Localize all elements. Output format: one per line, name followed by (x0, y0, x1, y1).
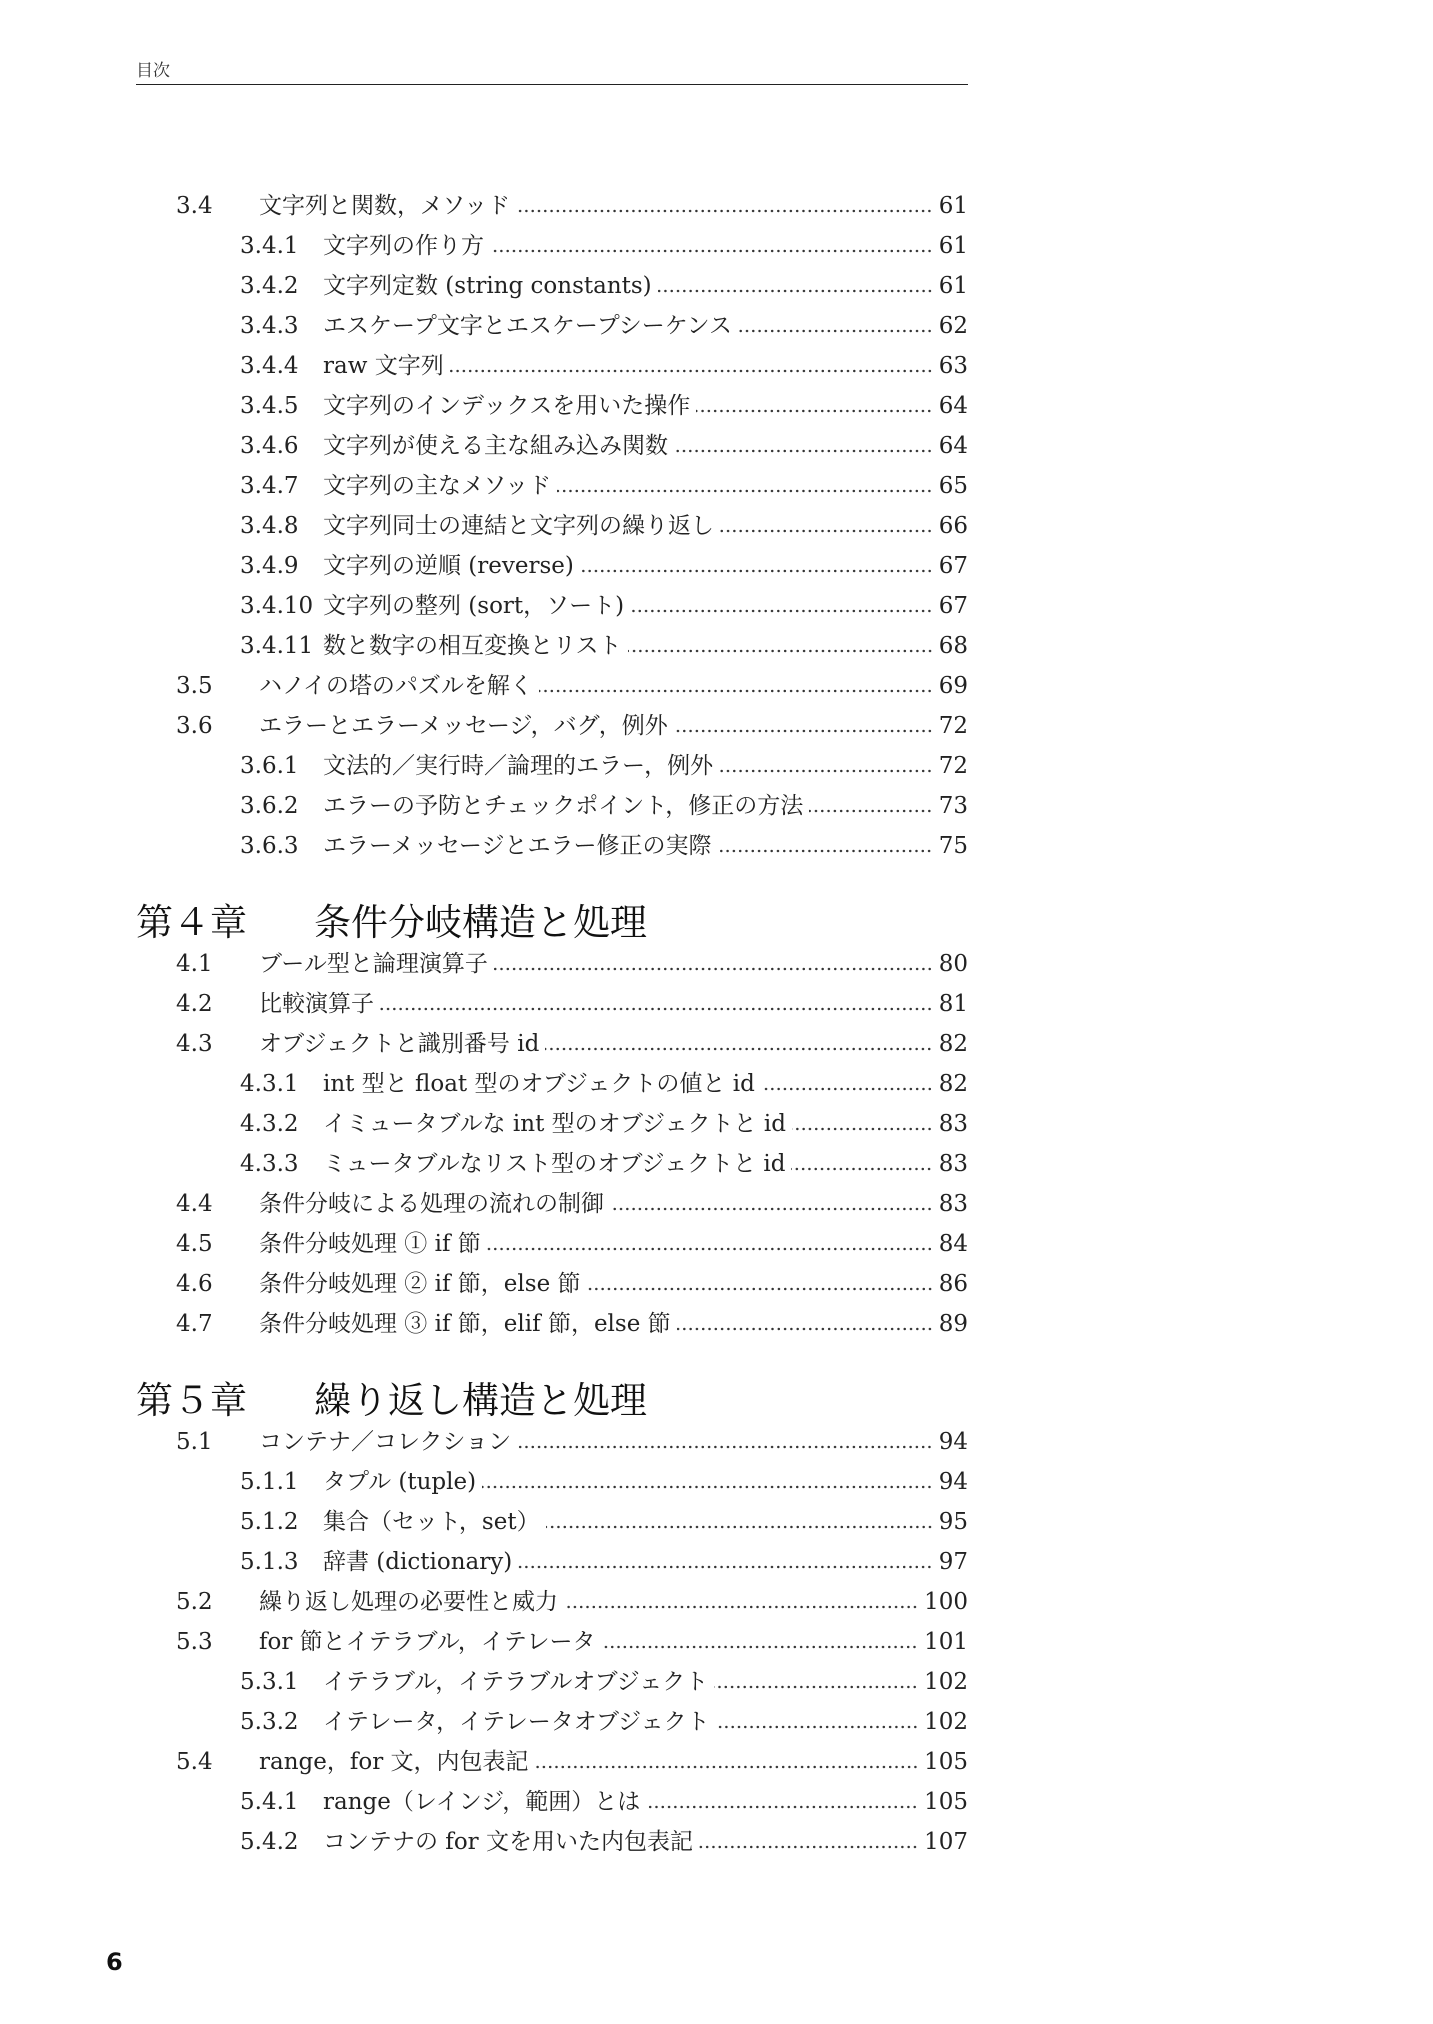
dot-leader (482, 1484, 933, 1490)
entry-page-number: 97 (938, 1549, 968, 1575)
entry-title: 文字列の逆順 (reverse) (323, 553, 574, 579)
toc-subsection-entry (136, 626, 968, 666)
entry-page-number: 73 (938, 793, 968, 819)
entry-number: 3.6.1 (240, 753, 299, 779)
toc-section-entry (136, 944, 968, 984)
entry-title: 集合（セット，set） (323, 1509, 540, 1535)
toc-subsection-entry (136, 1702, 968, 1742)
entry-title: コンテナ／コレクション (259, 1429, 512, 1455)
entry-number: 3.4.8 (240, 513, 299, 539)
entry-number: 5.4 (176, 1749, 213, 1775)
entry-number: 5.1 (176, 1429, 213, 1455)
toc-subsection-entry (136, 826, 968, 866)
entry-number: 5.4.1 (240, 1789, 299, 1815)
entry-page-number: 101 (924, 1629, 968, 1655)
entry-page-number: 107 (924, 1829, 968, 1855)
entry-page-number: 62 (938, 313, 968, 339)
entry-title: イテレータ，イテレータオブジェクト (323, 1709, 710, 1735)
toc-subsection-entry (136, 266, 968, 306)
dot-leader (601, 1644, 918, 1650)
entry-number: 3.4.7 (240, 473, 299, 499)
entry-number: 4.2 (176, 991, 213, 1017)
dot-leader (610, 1206, 933, 1212)
dot-leader (628, 648, 933, 654)
toc-subsection-entry (136, 1662, 968, 1702)
entry-title: イミュータブルな int 型のオブジェクトと id (323, 1111, 786, 1137)
dot-leader (487, 1246, 933, 1252)
entry-title: タプル (tuple) (323, 1469, 477, 1495)
toc-section-entry (136, 186, 968, 226)
entry-page-number: 61 (938, 233, 968, 259)
entry-title: オブジェクトと識別番号 id (259, 1031, 540, 1057)
toc-subsection-entry (136, 746, 968, 786)
dot-leader (380, 1006, 933, 1012)
entry-title: 数と数字の相互変換とリスト (323, 633, 622, 659)
entry-number: 3.4.1 (240, 233, 299, 259)
dot-leader (516, 208, 933, 214)
toc-section-entry (136, 1024, 968, 1064)
entry-page-number: 95 (938, 1509, 968, 1535)
entry-title: for 節とイテラブル，イテレータ (259, 1629, 596, 1655)
dot-leader (557, 488, 933, 494)
entry-page-number: 84 (938, 1231, 968, 1257)
dot-leader (490, 248, 933, 254)
dot-leader (518, 1564, 933, 1570)
chapter-label: 第５章 (136, 1379, 247, 1422)
entry-title: 条件分岐処理 ② if 節，else 節 (259, 1271, 581, 1297)
entry-page-number: 61 (938, 193, 968, 219)
entry-title: 文字列定数 (string constants) (323, 273, 652, 299)
page-number: 6 (106, 1948, 123, 1976)
entry-number: 3.4.5 (240, 393, 299, 419)
toc-subsection-entry (136, 306, 968, 346)
header-rule (136, 84, 968, 85)
entry-title: raw 文字列 (323, 353, 444, 379)
dot-leader (696, 408, 932, 414)
chapter-title: 条件分岐構造と処理 (314, 901, 647, 944)
entry-page-number: 102 (924, 1709, 968, 1735)
entry-title: ハノイの塔のパズルを解く (259, 673, 533, 699)
dot-leader (717, 848, 932, 854)
chapter-heading (136, 1372, 968, 1422)
dot-leader (564, 1604, 918, 1610)
entry-number: 4.4 (176, 1191, 213, 1217)
entry-title: range，for 文，内包表記 (259, 1749, 529, 1775)
entry-page-number: 94 (938, 1429, 968, 1455)
entry-number: 3.4.6 (240, 433, 299, 459)
toc-subsection-entry (136, 1462, 968, 1502)
entry-number: 3.4 (176, 193, 213, 219)
dot-leader (646, 1804, 918, 1810)
entry-number: 5.1.2 (240, 1509, 299, 1535)
entry-title: イテラブル，イテラブルオブジェクト (323, 1669, 709, 1695)
entry-page-number: 81 (938, 991, 968, 1017)
toc-subsection-entry (136, 426, 968, 466)
entry-number: 3.4.9 (240, 553, 299, 579)
entry-number: 5.3 (176, 1629, 213, 1655)
entry-page-number: 89 (938, 1311, 968, 1337)
dot-leader (539, 688, 933, 694)
entry-title: 辞書 (dictionary) (323, 1549, 513, 1575)
entry-number: 3.6 (176, 713, 213, 739)
toc-section-entry (136, 1582, 968, 1622)
running-head: 目次 (136, 61, 170, 81)
dot-leader (791, 1166, 932, 1172)
entry-title: 文字列が使える主な組み込み関数 (323, 433, 668, 459)
entry-title: エラーの予防とチェックポイント，修正の方法 (323, 793, 804, 819)
entry-page-number: 82 (938, 1031, 968, 1057)
dot-leader (545, 1046, 932, 1052)
toc-subsection-entry (136, 1144, 968, 1184)
toc-subsection-entry (136, 586, 968, 626)
entry-page-number: 75 (938, 833, 968, 859)
dot-leader (587, 1286, 933, 1292)
entry-number: 3.4.2 (240, 273, 299, 299)
entry-page-number: 69 (938, 673, 968, 699)
entry-title: ミュータブルなリスト型のオブジェクトと id (323, 1151, 786, 1177)
entry-page-number: 61 (938, 273, 968, 299)
entry-number: 4.7 (176, 1311, 213, 1337)
entry-number: 4.1 (176, 951, 213, 977)
entry-page-number: 67 (938, 553, 968, 579)
entry-number: 3.4.3 (240, 313, 299, 339)
entry-number: 3.4.4 (240, 353, 299, 379)
toc-subsection-entry (136, 386, 968, 426)
entry-page-number: 72 (938, 753, 968, 779)
dot-leader (674, 728, 933, 734)
toc-subsection-entry (136, 346, 968, 386)
entry-page-number: 100 (924, 1589, 968, 1615)
table-of-contents (136, 186, 968, 1862)
entry-title: 文字列の作り方 (323, 233, 484, 259)
dot-leader (809, 808, 932, 814)
entry-page-number: 66 (938, 513, 968, 539)
entry-page-number: 67 (938, 593, 968, 619)
entry-title: 条件分岐処理 ① if 節 (259, 1231, 481, 1257)
entry-page-number: 65 (938, 473, 968, 499)
dot-leader (792, 1126, 933, 1132)
entry-title: ブール型と論理演算子 (259, 951, 488, 977)
dot-leader (546, 1524, 933, 1530)
toc-section-entry (136, 666, 968, 706)
entry-number: 3.6.3 (240, 833, 299, 859)
entry-title: エスケープ文字とエスケープシーケンス (323, 313, 732, 339)
entry-title: 条件分岐による処理の流れの制御 (259, 1191, 604, 1217)
dot-leader (630, 608, 933, 614)
entry-page-number: 63 (938, 353, 968, 379)
dot-leader (517, 1444, 933, 1450)
entry-page-number: 102 (924, 1669, 968, 1695)
entry-title: 文字列の整列 (sort，ソート) (323, 593, 625, 619)
dot-leader (450, 368, 933, 374)
entry-page-number: 86 (938, 1271, 968, 1297)
entry-number: 4.3.3 (240, 1151, 299, 1177)
entry-page-number: 83 (938, 1111, 968, 1137)
entry-title: エラーメッセージとエラー修正の実際 (323, 833, 712, 859)
entry-number: 5.1.3 (240, 1549, 299, 1575)
chapter-label: 第４章 (136, 901, 247, 944)
entry-page-number: 68 (938, 633, 968, 659)
entry-number: 3.5 (176, 673, 213, 699)
entry-number: 5.1.1 (240, 1469, 299, 1495)
entry-page-number: 80 (938, 951, 968, 977)
toc-section-entry (136, 1422, 968, 1462)
dot-leader (494, 966, 933, 972)
entry-number: 4.5 (176, 1231, 213, 1257)
dot-leader (535, 1764, 919, 1770)
entry-title: 文字列のインデックスを用いた操作 (323, 393, 691, 419)
entry-page-number: 72 (938, 713, 968, 739)
entry-number: 3.4.10 (240, 593, 314, 619)
dot-leader (719, 768, 933, 774)
entry-number: 5.2 (176, 1589, 213, 1615)
toc-subsection-entry (136, 466, 968, 506)
entry-title: 条件分岐処理 ③ if 節，elif 節，else 節 (259, 1311, 671, 1337)
entry-title: int 型と float 型のオブジェクトの値と id (323, 1071, 755, 1097)
entry-number: 4.3 (176, 1031, 213, 1057)
entry-page-number: 94 (938, 1469, 968, 1495)
toc-subsection-entry (136, 1542, 968, 1582)
toc-subsection-entry (136, 786, 968, 826)
toc-section-entry (136, 706, 968, 746)
dot-leader (720, 528, 933, 534)
entry-title: range（レインジ，範囲）とは (323, 1789, 641, 1815)
entry-title: 文字列同士の連結と文字列の繰り返し (323, 513, 714, 539)
entry-page-number: 64 (938, 393, 968, 419)
entry-title: 文字列と関数，メソッド (259, 193, 511, 219)
entry-page-number: 64 (938, 433, 968, 459)
toc-subsection-entry (136, 1822, 968, 1862)
entry-page-number: 83 (938, 1151, 968, 1177)
entry-number: 5.3.2 (240, 1709, 299, 1735)
entry-number: 5.4.2 (240, 1829, 299, 1855)
toc-subsection-entry (136, 1782, 968, 1822)
chapter-title: 繰り返し構造と処理 (314, 1379, 647, 1422)
toc-section-entry (136, 1224, 968, 1264)
entry-page-number: 105 (924, 1749, 968, 1775)
entry-title: 繰り返し処理の必要性と威力 (259, 1589, 558, 1615)
entry-title: 文字列の主なメソッド (323, 473, 552, 499)
chapter-heading (136, 894, 968, 944)
entry-number: 4.6 (176, 1271, 213, 1297)
entry-page-number: 105 (924, 1789, 968, 1815)
dot-leader (761, 1086, 933, 1092)
dot-leader (699, 1844, 918, 1850)
dot-leader (580, 568, 933, 574)
toc-section-entry (136, 984, 968, 1024)
dot-leader (714, 1684, 918, 1690)
entry-title: エラーとエラーメッセージ，バグ，例外 (259, 713, 668, 739)
entry-title: 比較演算子 (259, 991, 374, 1017)
toc-subsection-entry (136, 1104, 968, 1144)
toc-section-entry (136, 1304, 968, 1344)
dot-leader (677, 1326, 933, 1332)
toc-subsection-entry (136, 546, 968, 586)
entry-number: 5.3.1 (240, 1669, 299, 1695)
entry-number: 3.6.2 (240, 793, 299, 819)
entry-title: 文法的／実行時／論理的エラー，例外 (323, 753, 714, 779)
toc-subsection-entry (136, 1064, 968, 1104)
toc-subsection-entry (136, 506, 968, 546)
toc-subsection-entry (136, 1502, 968, 1542)
toc-section-entry (136, 1742, 968, 1782)
dot-leader (658, 288, 933, 294)
toc-subsection-entry (136, 226, 968, 266)
dot-leader (674, 448, 933, 454)
entry-title: コンテナの for 文を用いた内包表記 (323, 1829, 693, 1855)
dot-leader (716, 1724, 918, 1730)
toc-section-entry (136, 1184, 968, 1224)
entry-page-number: 83 (938, 1191, 968, 1217)
entry-number: 4.3.1 (240, 1071, 299, 1097)
toc-section-entry (136, 1622, 968, 1662)
toc-section-entry (136, 1264, 968, 1304)
dot-leader (738, 328, 933, 334)
entry-page-number: 82 (938, 1071, 968, 1097)
entry-number: 4.3.2 (240, 1111, 299, 1137)
entry-number: 3.4.11 (240, 633, 314, 659)
